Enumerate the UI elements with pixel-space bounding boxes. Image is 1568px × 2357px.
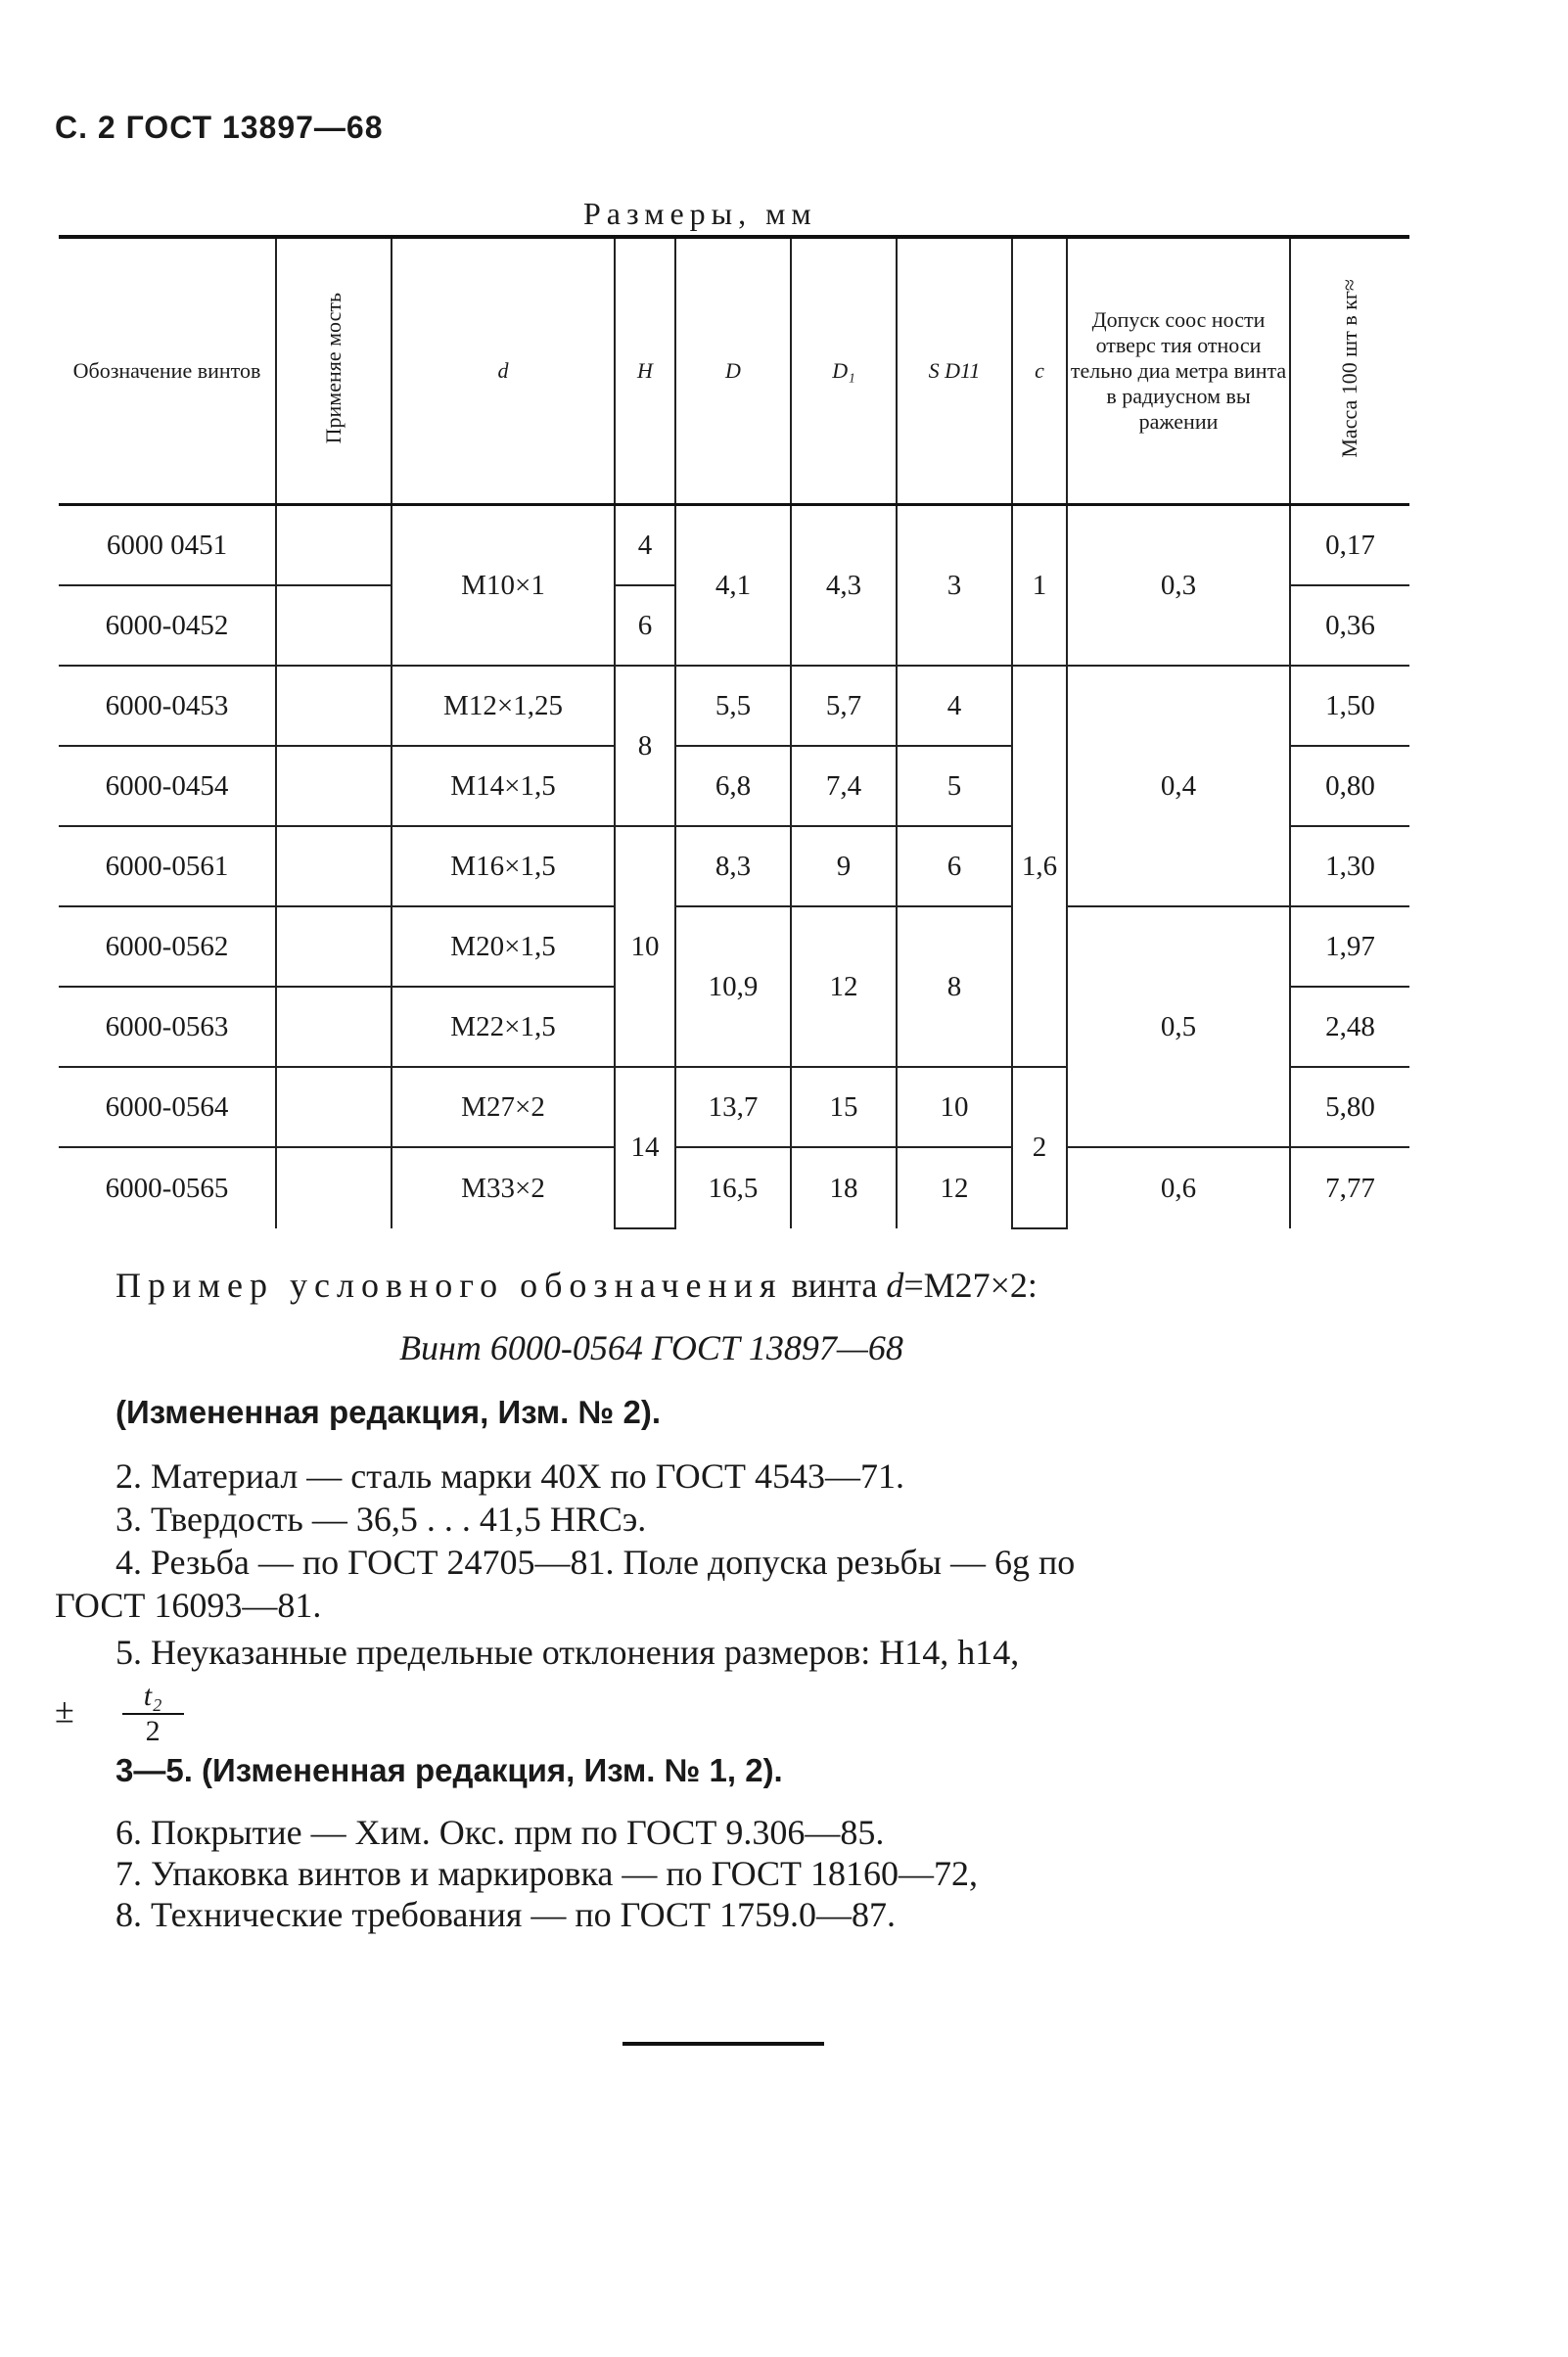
- cell-d: M10×1: [392, 505, 615, 667]
- cell-applicability: [276, 1067, 392, 1147]
- cell-D: 8,3: [675, 826, 791, 906]
- cell-mass: 0,17: [1290, 505, 1409, 586]
- cell-c: 1: [1012, 505, 1067, 667]
- cell-applicability: [276, 826, 392, 906]
- cell-mass: 1,30: [1290, 826, 1409, 906]
- cell-designation: 6000-0563: [59, 987, 276, 1067]
- note-item-7: 7. Упаковка винтов и маркировка — по ГОСТ 18160—72,: [115, 1854, 979, 1893]
- table-caption: Размеры, мм: [583, 196, 817, 231]
- cell-D1: 18: [791, 1147, 897, 1228]
- cell-applicability: [276, 666, 392, 746]
- page-header: С. 2 ГОСТ 13897—68: [55, 110, 384, 145]
- cell-designation: 6000-0565: [105, 1172, 229, 1204]
- cell-H: 6: [615, 585, 675, 666]
- cell-designation: 6000-0561: [59, 826, 276, 906]
- cell-d: M14×1,5: [392, 746, 615, 826]
- cell-applicability: [276, 987, 392, 1067]
- cell-mass: 7,77: [1290, 1147, 1409, 1228]
- cell-c: 2: [1012, 1067, 1067, 1228]
- cell-designation: 6000-0454: [59, 746, 276, 826]
- cell-D1: 9: [791, 826, 897, 906]
- cell-tolerance: 0,5: [1067, 906, 1290, 1147]
- cell-S: 8: [897, 906, 1012, 1067]
- amendment-note-2: 3—5. (Измененная редакция, Изм. № 1, 2).: [115, 1752, 783, 1788]
- header-d: d: [392, 239, 615, 505]
- cell-H: 10: [615, 826, 675, 1067]
- table-row: [59, 1147, 1409, 1228]
- table-row: [59, 906, 1409, 987]
- cell-d: M16×1,5: [392, 826, 615, 906]
- cell-applicability: [276, 505, 392, 586]
- header-D1: D₁: [791, 239, 897, 505]
- header-c: c: [1012, 239, 1067, 505]
- note-item-8: 8. Технические требования — по ГОСТ 1759.0—87.: [115, 1895, 897, 1934]
- table-row: [59, 666, 1409, 746]
- header-mass-text: Масса 100 шт в кг≈: [1337, 278, 1362, 458]
- cell-designation: 6000-0453: [59, 666, 276, 746]
- cell-S: 3: [897, 505, 1012, 667]
- cell-S: 5: [897, 746, 1012, 826]
- cell-mass: 5,80: [1290, 1067, 1409, 1147]
- header-D: D: [675, 239, 791, 505]
- note-item-2: 2. Материал — сталь марки 40Х по ГОСТ 4543—71.: [115, 1456, 905, 1496]
- cell-applicability: [276, 906, 392, 987]
- cell-D1: 7,4: [791, 746, 897, 826]
- end-rule: [623, 2042, 824, 2046]
- cell-mass: 0,80: [1290, 746, 1409, 826]
- cell-d: M27×2: [392, 1067, 615, 1147]
- amendment-note-1: (Измененная редакция, Изм. № 2).: [115, 1394, 661, 1430]
- cell-mass: 0,36: [1290, 585, 1409, 666]
- fraction-denominator: 2: [145, 1715, 161, 1747]
- table-row: [59, 505, 1409, 586]
- header-tolerance: Допуск соос ности отверс тия относи тельно диа метра винта в радиусном вы ражении: [1067, 239, 1290, 505]
- cell-D1: 5,7: [791, 666, 897, 746]
- table-header-row: [59, 239, 1409, 505]
- note-item-5: 5. Неуказанные предельные отклонения размеров: H14, h14,: [115, 1633, 1020, 1672]
- cell-S: 12: [897, 1147, 1012, 1228]
- cell-D: 5,5: [675, 666, 791, 746]
- cell-d: M22×1,5: [392, 987, 615, 1067]
- cell-tolerance: 0,3: [1067, 505, 1290, 667]
- header-applicability-text: Применяе мость: [320, 292, 346, 444]
- cell-S: 4: [897, 666, 1012, 746]
- note-item-4-line-1: 4. Резьба — по ГОСТ 24705—81. Поле допуска резьбы — 6g по: [115, 1543, 1076, 1582]
- specs-table: [59, 239, 1409, 1229]
- header-mass: [1290, 239, 1409, 505]
- cell-mass: 2,48: [1290, 987, 1409, 1067]
- header-designation: Обозначение винтов: [59, 239, 276, 505]
- cell-D: 4,1: [675, 505, 791, 667]
- cell-D1: 12: [791, 906, 897, 1067]
- cell-tolerance: 0,4: [1067, 666, 1290, 906]
- cell-c: 1,6: [1012, 666, 1067, 1067]
- cell-mass: 1,50: [1290, 666, 1409, 746]
- example-designation: Винт 6000-0564 ГОСТ 13897—68: [399, 1328, 903, 1367]
- cell-d: M33×2: [392, 1147, 615, 1228]
- cell-D: 16,5: [675, 1147, 791, 1228]
- cell-H: 8: [615, 666, 675, 826]
- cell-H: 4: [615, 505, 675, 586]
- fraction: [122, 1680, 184, 1748]
- note-item-4-line-2: ГОСТ 16093—81.: [55, 1586, 322, 1625]
- header-H: H: [615, 239, 675, 505]
- cell-designation: 6000-0562: [59, 906, 276, 987]
- cell-tolerance: 0,6: [1067, 1147, 1290, 1228]
- note-item-6: 6. Покрытие — Хим. Окс. прм по ГОСТ 9.306—85.: [115, 1813, 885, 1852]
- cell-designation: 6000-0564: [59, 1067, 276, 1147]
- fraction-numerator: t₂: [122, 1680, 184, 1715]
- cell-D1: 4,3: [791, 505, 897, 667]
- cell-d: M12×1,25: [392, 666, 615, 746]
- cell-applicability: [276, 746, 392, 826]
- plus-minus-sign: ±: [55, 1690, 74, 1731]
- cell-D: 6,8: [675, 746, 791, 826]
- cell-mass: 1,97: [1290, 906, 1409, 987]
- example-lead: Пример условного обозначения: [115, 1266, 783, 1305]
- cell-D: 13,7: [675, 1067, 791, 1147]
- cell-S: 10: [897, 1067, 1012, 1147]
- example-tail-word: винта: [791, 1266, 878, 1305]
- header-S: S D11: [897, 239, 1012, 505]
- cell-D: 10,9: [675, 906, 791, 1067]
- dimensions-table: [59, 235, 1409, 1229]
- note-item-5-formula: [55, 1680, 184, 1748]
- example-var: d: [886, 1266, 904, 1305]
- cell-applicability: [276, 585, 392, 666]
- example-value: =M27×2:: [903, 1266, 1038, 1305]
- header-applicability: [276, 239, 392, 505]
- cell-H: 14: [615, 1067, 675, 1228]
- cell-S: 6: [897, 826, 1012, 906]
- example-line: [115, 1265, 1038, 1306]
- cell-designation: 6000-0452: [59, 585, 276, 666]
- note-item-3: 3. Твердость — 36,5 . . . 41,5 HRCэ.: [115, 1500, 647, 1539]
- cell-applicability: [276, 1147, 392, 1228]
- cell-designation: 6000 0451: [59, 505, 276, 586]
- cell-d: M20×1,5: [392, 906, 615, 987]
- cell-D1: 15: [791, 1067, 897, 1147]
